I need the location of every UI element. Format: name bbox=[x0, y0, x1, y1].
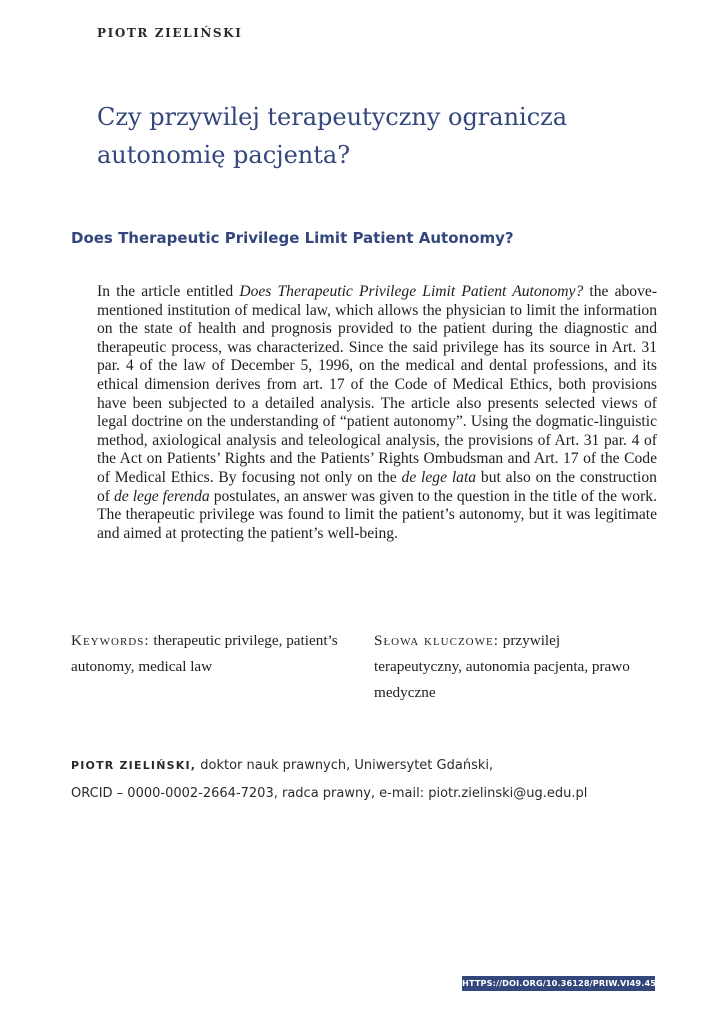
abstract-text: but also on the construction of bbox=[97, 468, 657, 505]
abstract-text: In the article entitled bbox=[97, 283, 240, 300]
running-header-author: PIOTR ZIELIŃSKI bbox=[97, 26, 243, 40]
bio-line-2: ORCID – 0000-0002-2664-7203, radca prawny, e-mail: piotr.zielinski@ug.edu.pl bbox=[71, 786, 588, 801]
author-bio bbox=[71, 752, 671, 808]
article-title-english: Does Therapeutic Privilege Limit Patient Autonomy? bbox=[71, 229, 514, 247]
bio-line-1 bbox=[71, 752, 671, 780]
abstract-italic-term: de lege lata bbox=[401, 468, 477, 486]
keywords-polish bbox=[374, 628, 649, 706]
doi-link[interactable]: HTTPS://DOI.ORG/10.36128/PRIW.VI49.451 bbox=[462, 976, 655, 991]
keywords-text: therapeutic privilege, patient’s autonomy, medical law bbox=[71, 632, 338, 675]
bio-affiliation: doktor nauk prawnych, Uniwersytet Gdański, bbox=[196, 758, 494, 773]
keywords-english bbox=[71, 628, 346, 680]
abstract-text: postulates, an answer was given to the question in the title of the work. The therapeutic privilege was found to limit the patient’s autonomy, but it was legitimate and aimed at protecting the patient’s well-being. bbox=[97, 487, 657, 542]
article-title-polish: Czy przywilej terapeutyczny ogranicza autonomię pacjenta? bbox=[97, 103, 568, 169]
abstract-italic-title: Does Therapeutic Privilege Limit Patient Autonomy? bbox=[239, 283, 584, 300]
keywords-label: Keywords: bbox=[71, 632, 150, 649]
keywords-label: Słowa kluczowe: bbox=[374, 632, 499, 649]
abstract bbox=[97, 283, 657, 543]
keywords-text: przywilej terapeutyczny, autonomia pacjenta, prawo medyczne bbox=[374, 632, 630, 701]
abstract-italic-term: de lege ferenda bbox=[113, 487, 210, 505]
bio-author-name: PIOTR ZIELIŃSKI, bbox=[71, 759, 197, 772]
abstract-text: the above-mentioned institution of medical law, which allows the physician to limit the information on the state of health and prognosis provided to the patient during the diagnostic and therapeutic process, was characterized. Since the said privilege has its source in Art. 31 par. 4 of the law of December 5, 1996, on the medical and dental professions, and its ethical dimension derives from art. 17 of the Code of Medical Ethics, both provisions have been subjected to a detailed analysis. The article also presents selected views of legal doctrine on the understanding of “patient autonomy”. Using the dogmatic-linguistic method, axiological analysis and teleological analysis, the provisions of Art. 31 par. 4 of the Act on Patients’ Rights and the Patients’ Rights Ombudsman and Art. 17 of the Code of Medical Ethics. By focusing not only on the bbox=[97, 283, 658, 486]
